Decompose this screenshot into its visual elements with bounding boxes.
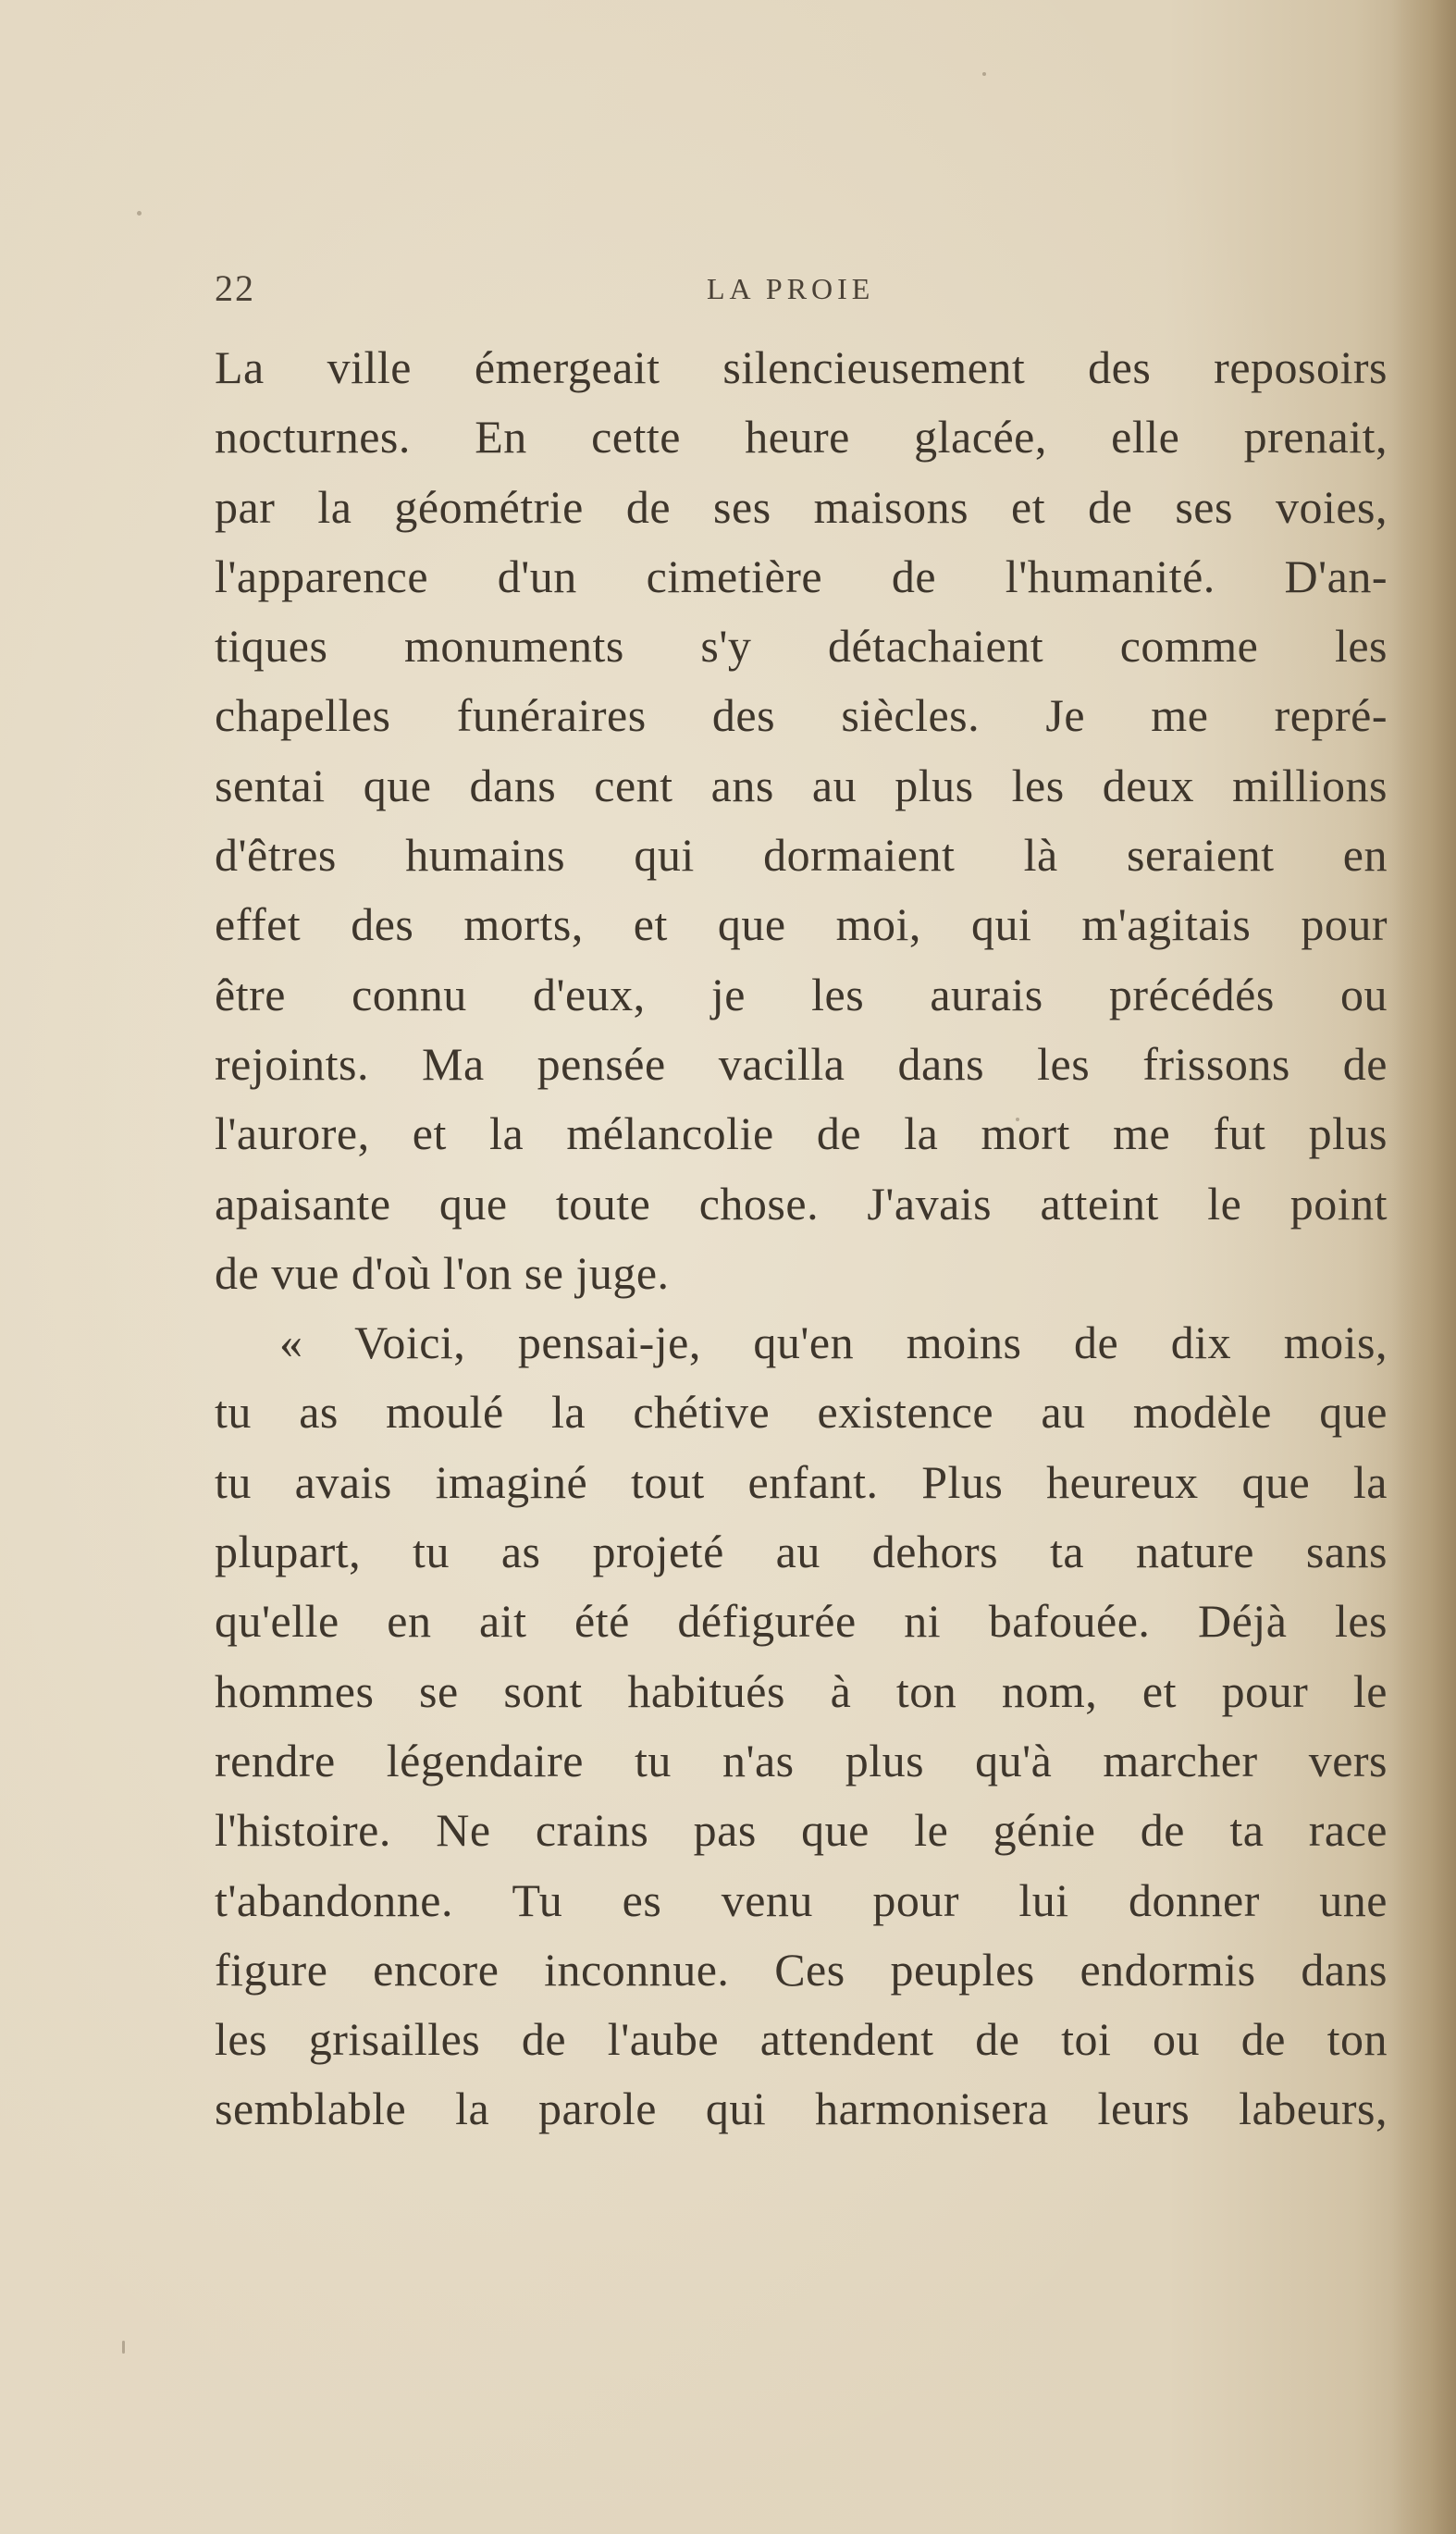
text-line: hommes se sont habitués à ton nom, et pour le	[215, 1664, 1388, 1717]
text-line: t'abandonne. Tu es venu pour lui donner une	[215, 1873, 1388, 1926]
text-line: l'aurore, et la mélancolie de la mort me fut plus	[215, 1107, 1388, 1160]
text-line: l'histoire. Ne crains pas que le génie de ta race	[215, 1804, 1388, 1857]
text-line: plupart, tu as projeté au dehors ta nature sans	[215, 1526, 1388, 1578]
text-line: sentai que dans cent ans au plus les deux millions	[215, 759, 1388, 811]
text-line: par la géométrie de ses maisons et de ses voies,	[215, 480, 1388, 533]
text-line: nocturnes. En cette heure glacée, elle prenait,	[215, 411, 1388, 464]
text-line: les grisailles de l'aube attendent de toi ou de ton	[215, 2013, 1388, 2066]
text-line: qu'elle en ait été défigurée ni bafouée. Déjà les	[215, 1595, 1388, 1648]
body-text	[215, 333, 1388, 2145]
text-line: « Voici, pensai-je, qu'en moins de dix mois,	[279, 1316, 1388, 1369]
text-line: effet des morts, et que moi, qui m'agitais pour	[215, 898, 1388, 951]
text-line: La ville émergeait silencieusement des reposoirs	[215, 341, 1388, 393]
text-line: chapelles funéraires des siècles. Je me repré-	[215, 689, 1388, 742]
text-line: tu avais imaginé tout enfant. Plus heureux que la	[215, 1455, 1388, 1508]
text-line: rendre légendaire tu n'as plus qu'à marcher vers	[215, 1734, 1388, 1786]
text-line: apaisante que toute chose. J'avais atteint le point	[215, 1177, 1388, 1230]
text-line: être connu d'eux, je les aurais précédés ou	[215, 968, 1388, 1020]
text-line: semblable la parole qui harmonisera leurs labeurs,	[215, 2083, 1388, 2135]
text-line: tu as moulé la chétive existence au modèle que	[215, 1386, 1388, 1439]
text-line: tiques monuments s'y détachaient comme les	[215, 620, 1388, 673]
page-edge-shadow	[1391, 0, 1456, 2534]
text-line: de vue d'où l'on se juge.	[215, 1246, 670, 1299]
text-line: l'apparence d'un cimetière de l'humanité. D'an-	[215, 550, 1388, 602]
text-line: figure encore inconnue. Ces peuples endormis dans	[215, 1943, 1388, 1996]
text-line: d'êtres humains qui dormaient là seraient en	[215, 829, 1388, 882]
text-line: rejoints. Ma pensée vacilla dans les frissons de	[215, 1037, 1388, 1090]
running-title: LA PROIE	[707, 272, 875, 305]
running-header	[215, 266, 1399, 313]
page-number: 22	[215, 267, 255, 309]
